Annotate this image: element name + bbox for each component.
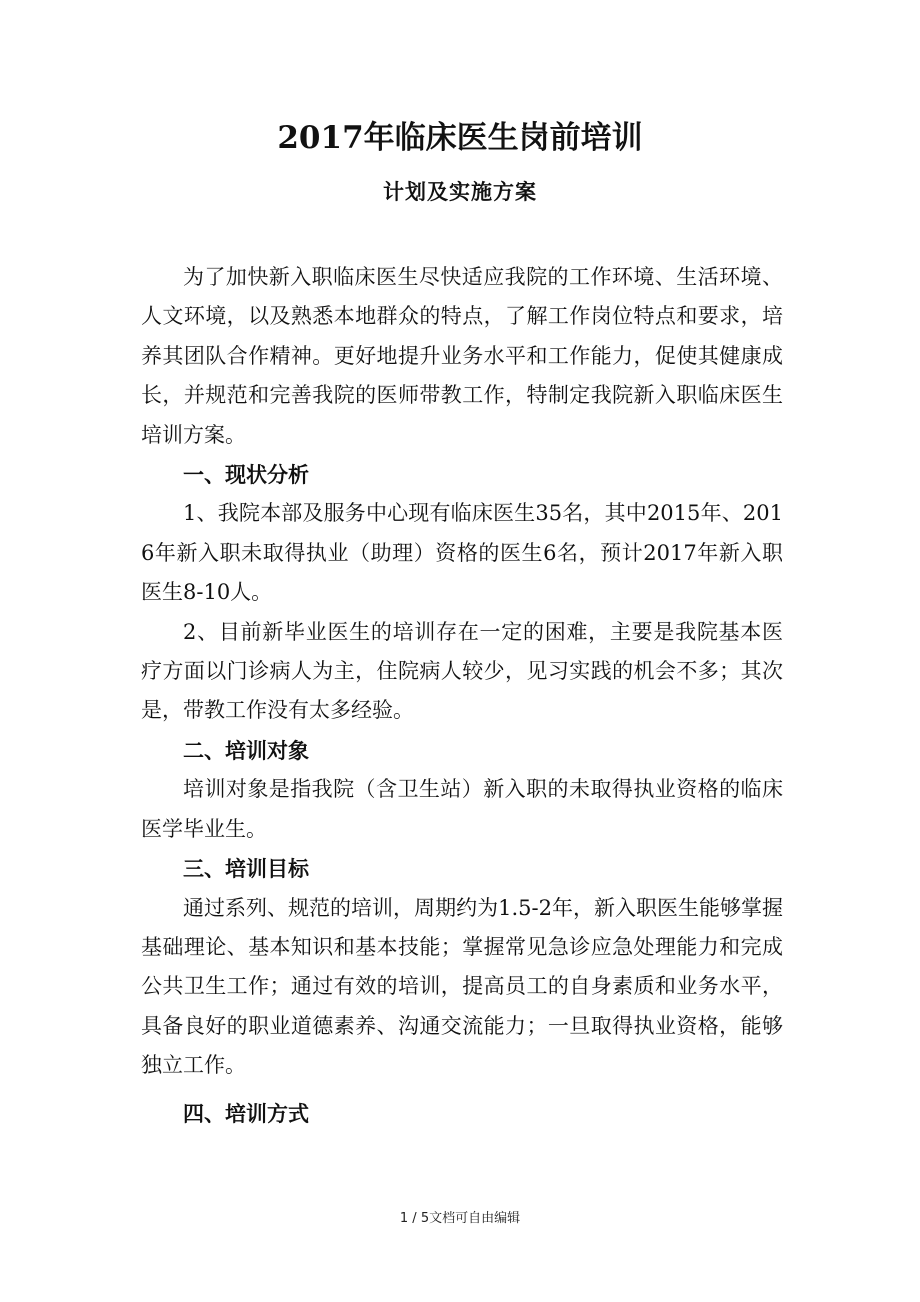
document-title: 2017年临床医生岗前培训	[277, 120, 643, 156]
status-paragraph-1: 1、我院本部及服务中心现有临床医生35名，其中2015年、2016年新入职未取得执业（助理）资格的医生6名，预计2017年新入职医生8-10人。	[141, 501, 783, 605]
section-heading-goals: 三、培训目标	[183, 856, 309, 882]
section-heading-status: 一、现状分析	[183, 462, 309, 488]
document-body	[141, 258, 783, 1133]
targets-paragraph: 培训对象是指我院（含卫生站）新入职的未取得执业资格的临床医学毕业生。	[141, 777, 783, 841]
document-subtitle: 计划及实施方案	[383, 179, 537, 204]
page-footer: 1 / 5文档可自由编辑	[399, 1211, 521, 1226]
section-heading-targets: 二、培训对象	[183, 737, 309, 763]
intro-paragraph: 为了加快新入职临床医生尽快适应我院的工作环境、生活环境、人文环境，以及熟悉本地群众的特点，了解工作岗位特点和要求，培养其团队合作精神。更好地提升业务水平和工作能力，促使其健康成长，并规范和完善我院的医师带教工作，特制定我院新入职临床医生培训方案。	[141, 265, 783, 447]
section-heading-methods: 四、培训方式	[183, 1100, 309, 1126]
goals-paragraph: 通过系列、规范的培训，周期约为1.5-2年，新入职医生能够掌握基础理论、基本知识和基本技能；掌握常见急诊应急处理能力和完成公共卫生工作；通过有效的培训，提高员工的自身素质和业务水平，具备良好的职业道德素养、沟通交流能力；一旦取得执业资格，能够独立工作。	[141, 895, 783, 1078]
status-paragraph-2: 2、目前新毕业医生的培训存在一定的困难，主要是我院基本医疗方面以门诊病人为主，住院病人较少，见习实践的机会不多；其次是，带教工作没有太多经验。	[141, 619, 783, 723]
